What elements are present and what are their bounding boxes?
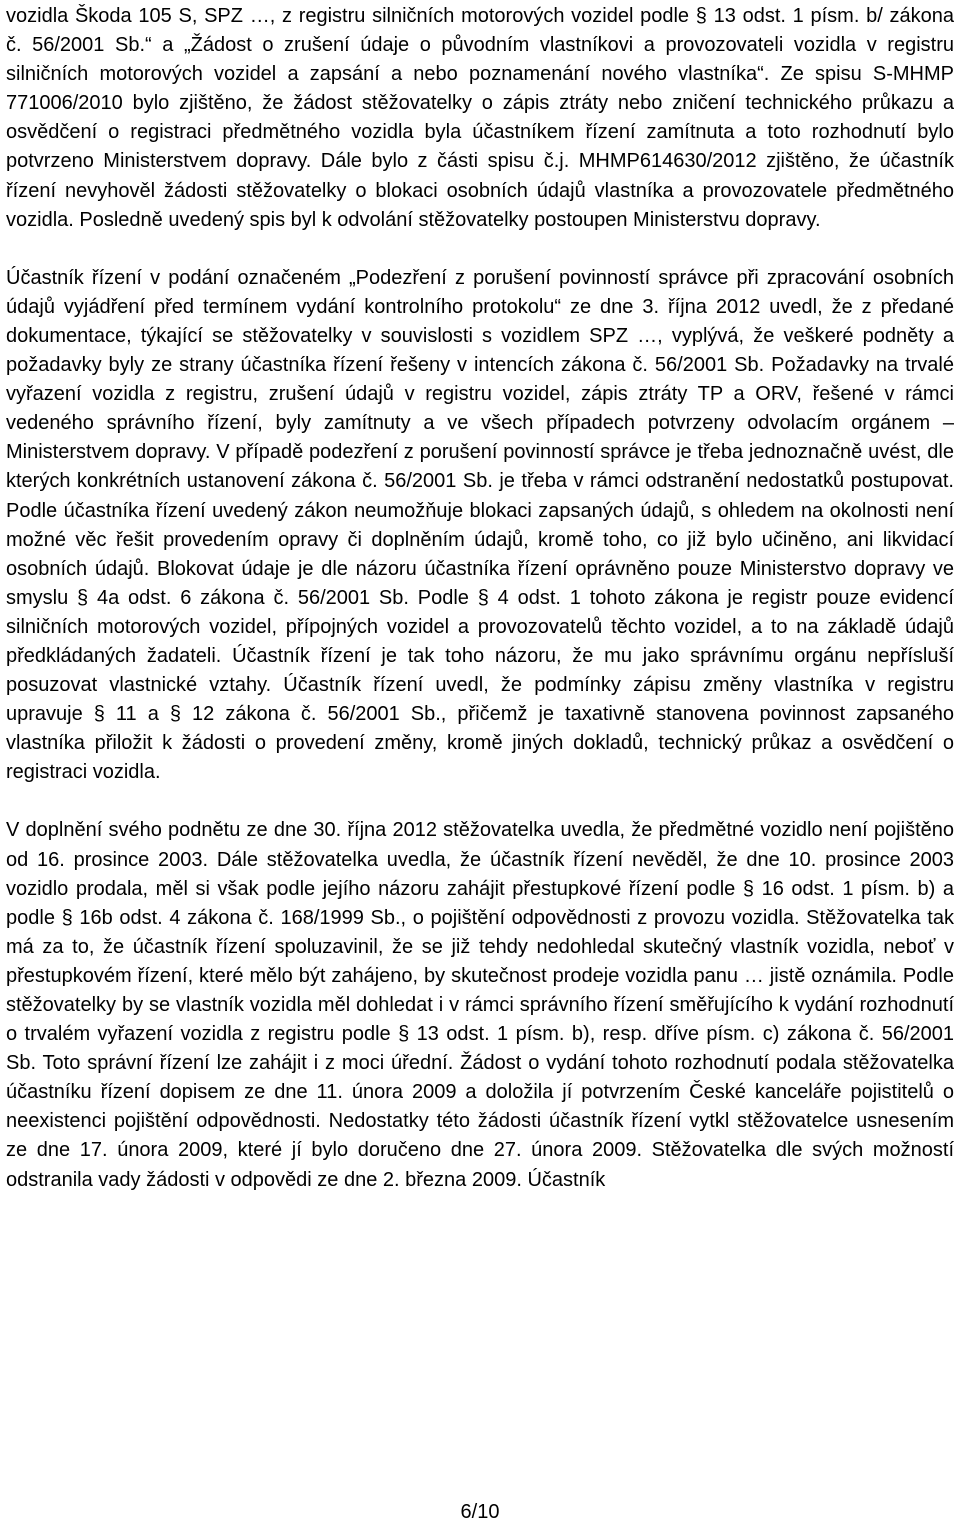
paragraph: vozidla Škoda 105 S, SPZ …, z registru silničních motorových vozidel podle § 13 odst. 1 písm. b/ zákona č. 56/2001 Sb.“ a „Žádost o zrušení údaje o původním vlastníkovi a provozovateli vozidla v registru silničních motorových vozidel a zapsání a nebo poznamenání nového vlastníka“. Ze spisu S-MHMP 771006/2010 bylo zjištěno, že žádost stěžovatelky o zápis ztráty nebo zničení technického průkazu a osvědčení o registraci předmětného vozidla byla účastníkem řízení zamítnuta a toto rozhodnutí bylo potvrzeno Ministerstvem dopravy. Dále bylo z části spisu č.j. MHMP614630/2012 zjištěno, že účastník řízení nevyhověl žádosti stěžovatelky o blokaci osobních údajů vlastníka a provozovatele předmětného vozidla. Posledně uvedený spis byl k odvolání stěžovatelky postoupen Ministerstvu dopravy. <box>6 5 954 231</box>
page-number: 6/10 <box>460 1501 500 1523</box>
paragraph: V doplnění svého podnětu ze dne 30. října 2012 stěžovatelka uvedla, že předmětné vozidlo není pojištěno od 16. prosince 2003. Dále stěžovatelka uvedla, že účastník řízení nevěděl, že dne 10. prosince 2003 vozidlo prodala, měl si však podle jejího názoru zahájit přestupkové řízení podle § 16 odst. 1 písm. b) a podle § 16b odst. 4 zákona č. 168/1999 Sb., o pojištění odpovědnosti z provozu vozidla. Stěžovatelka tak má za to, že účastník řízení spoluzavinil, že se již tehdy nedohledal skutečný vlastník vozidla, neboť v přestupkovém řízení, které mělo být zahájeno, by skutečnost prodeje vozidla panu … jistě oznámila. Podle stěžovatelky by se vlastník vozidla měl dohledat i v rámci správního řízení směřujícího k vydání rozhodnutí o trvalém vyřazení vozidla z registru podle § 13 odst. 1 písm. b), resp. dříve písm. c) zákona č. 56/2001 Sb. Toto správní řízení lze zahájit i z moci úřední. Žádost o vydání tohoto rozhodnutí podala stěžovatelka účastníku řízení dopisem ze dne 11. února 2009 a doložila jí potvrzením České kanceláře pojistitelů o neexistenci pojištění odpovědnosti. Nedostatky této žádosti účastník řízení vytkl stěžovatelce usnesením ze dne 17. února 2009, které jí bylo doručeno dne 27. února 2009. Stěžovatelka dle svých možností odstranila vady žádosti v odpovědi ze dne 2. března 2009. Účastník <box>6 819 954 1191</box>
document-page <box>6 2 954 1195</box>
paragraph: Účastník řízení v podání označeném „Podezření z porušení povinností správce při zpracování osobních údajů vyjádření před termínem vydání kontrolního protokolu“ ze dne 3. října 2012 uvedl, že z předané dokumentace, týkající se stěžovatelky v souvislosti s vozidlem SPZ …, vyplývá, že veškeré podněty a požadavky byly ze strany účastníka řízení řešeny v intencích zákona č. 56/2001 Sb. Požadavky na trvalé vyřazení vozidla z registru, zrušení údajů v registru vozidel, zápis ztráty TP a ORV, řešené v rámci vedeného správního řízení, byly zamítnuty a ve všech případech potvrzeny odvolacím orgánem – Ministerstvem dopravy. V případě podezření z porušení povinností správce je třeba jednoznačně uvést, dle kterých konkrétních ustanovení zákona č. 56/2001 Sb. je třeba v rámci odstranění nedostatků postupovat. Podle účastníka řízení uvedený zákon neumožňuje blokaci zapsaných údajů, s ohledem na okolnosti není možné věc řešit provedením opravy či doplněním údajů, kromě toho, co již bylo učiněno, ani likvidací osobních údajů. Blokovat údaje je dle názoru účastníka řízení oprávněno pouze Ministerstvo dopravy ve smyslu § 4a odst. 6 zákona č. 56/2001 Sb. Podle § 4 odst. 1 tohoto zákona je registr pouze evidencí silničních motorových vozidel, přípojných vozidel a provozovatelů těchto vozidel, a to na základě údajů předkládaných žadateli. Účastník řízení je tak toho názoru, že mu jako správnímu orgánu nepřísluší posuzovat vlastnické vztahy. Účastník řízení uvedl, že podmínky zápisu změny vlastníka v registru upravuje § 11 a § 12 zákona č. 56/2001 Sb., přičemž je taxativně stanovena povinnost zapsaného vlastníka přiložit k žádosti o provedení změny, kromě jiných dokladů, technický průkaz a osvědčení o registraci vozidla. <box>6 266 954 784</box>
